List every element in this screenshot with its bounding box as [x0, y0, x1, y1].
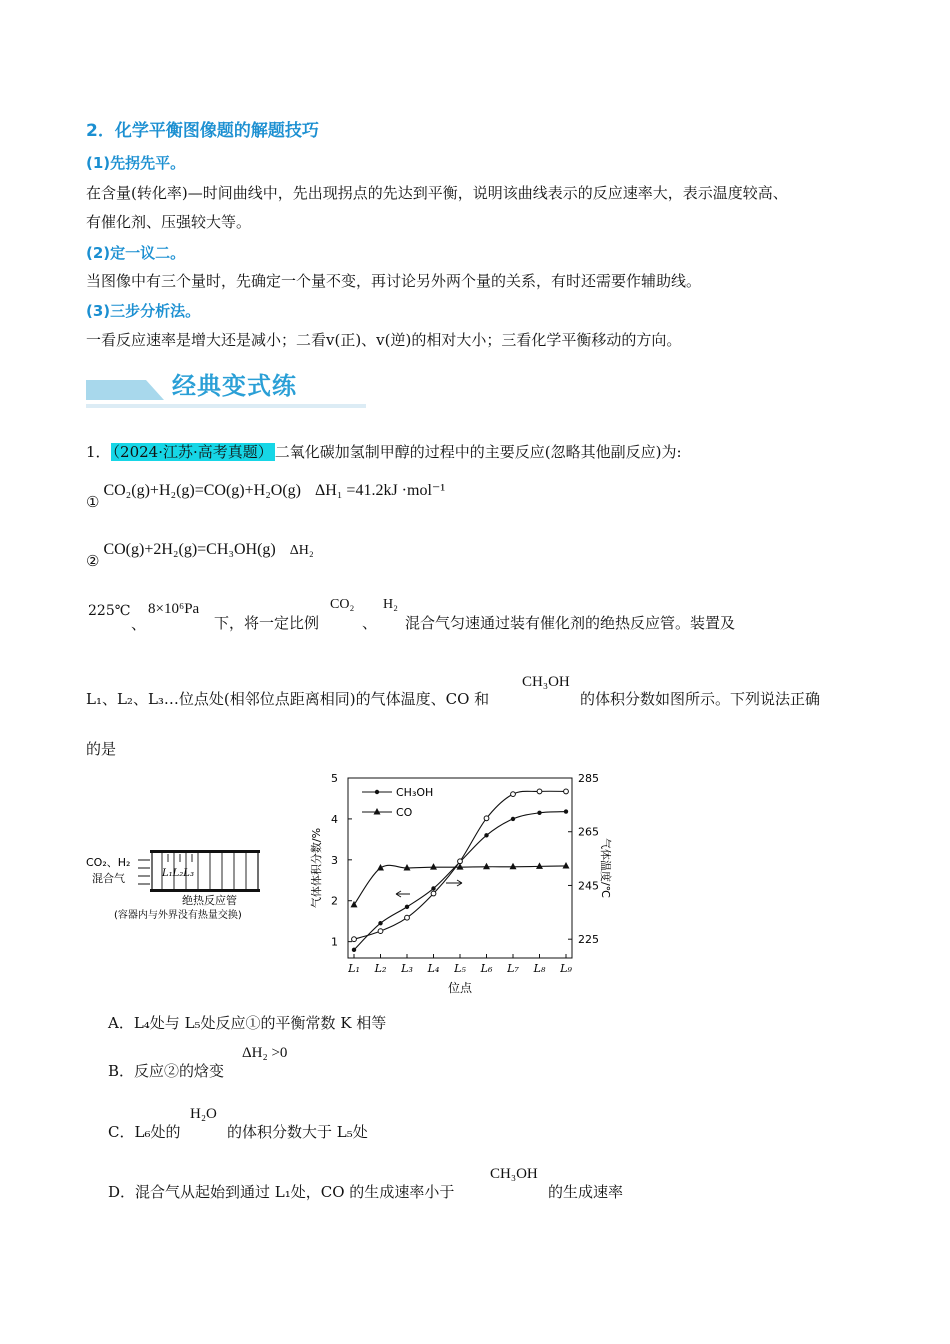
- apparatus-diagram: [86, 838, 286, 922]
- point-temperature: [511, 792, 516, 797]
- point-temperature: [537, 789, 542, 794]
- point-co: [510, 863, 517, 870]
- y-left-tick-label: 2: [331, 894, 338, 908]
- point-ch3oh: [484, 833, 488, 837]
- line5-text: 的是: [86, 740, 117, 758]
- equation-2: [86, 540, 314, 570]
- y-right-tick-label: 245: [578, 879, 599, 893]
- item-2-title: (2)定一议二。: [86, 244, 186, 262]
- eq1-formula: CO₂(g)+H₂(g)=CO(g)+H₂O(g): [103, 482, 301, 499]
- series-line-1: [354, 865, 566, 905]
- line4-text-a: L₁、L₂、L₃…位点处(相邻位点距离相同)的气体温度、CO 和: [86, 690, 490, 708]
- apparatus-inlet2: 混合气: [92, 872, 125, 885]
- y-left-tick-label: 3: [331, 853, 338, 867]
- item-1-text-line1: 在含量(转化率)—时间曲线中，先出现拐点的先达到平衡，说明该曲线表示的反应速率大，表示温度较高、: [86, 184, 788, 202]
- line3-text-a: 下，将一定比例: [214, 614, 320, 632]
- x-tick-label: L₉: [560, 962, 572, 975]
- chart: [300, 766, 610, 996]
- point-ch3oh: [537, 811, 541, 815]
- point-ch3oh: [405, 905, 409, 909]
- point-ch3oh: [564, 809, 568, 813]
- question-number: 1．: [86, 443, 111, 461]
- y-right-tick-label: 285: [578, 772, 599, 785]
- x-tick-label: L₃: [401, 962, 413, 975]
- option-c[interactable]: C．L₆处的: [108, 1123, 181, 1141]
- x-tick-label: L₁: [348, 962, 360, 975]
- x-tick-label: L₄: [427, 962, 440, 975]
- x-axis-label: 位点: [447, 981, 473, 995]
- point-co: [404, 864, 411, 871]
- option-b-formula: ΔH₂ >0: [242, 1045, 288, 1061]
- tube-label: 绝热反应管: [182, 894, 237, 907]
- point-co: [563, 862, 570, 869]
- point-co: [483, 863, 490, 870]
- point-temperature: [352, 937, 357, 942]
- line3-separator: 、: [362, 614, 378, 632]
- equation-1: [86, 480, 446, 511]
- x-tick-label: L₂: [374, 962, 387, 975]
- item-2-text: 当图像中有三个量时，先确定一个量不变，再讨论另外两个量的关系，有时还需要作辅助线。: [86, 272, 702, 290]
- eq1-enthalpy: ΔH₁ =41.2kJ ·mol⁻¹: [315, 482, 446, 499]
- point-temperature: [378, 929, 383, 934]
- line3-text-b: 混合气匀速通过装有催化剂的绝热反应管。装置及: [405, 614, 736, 632]
- tube-note: (容器内与外界没有热量交换): [114, 910, 242, 921]
- point-temperature: [484, 816, 489, 821]
- option-b[interactable]: B．反应②的焓变: [108, 1062, 225, 1080]
- y-left-tick-label: 5: [331, 772, 338, 785]
- x-tick-label: L₈: [533, 962, 546, 975]
- item-3-text: 一看反应速率是增大还是减小；二看v(正)、v(逆)的相对大小；三看化学平衡移动的方向。: [86, 331, 682, 349]
- line3-h2: H₂: [383, 597, 398, 612]
- section-heading: 2．化学平衡图像题的解题技巧: [86, 121, 319, 141]
- tube-points-label: L₁L₂L₃: [162, 868, 194, 879]
- point-ch3oh: [511, 817, 515, 821]
- question-source-tag: （2024·江苏·高考真题）: [112, 443, 273, 461]
- condition-temperature: 225℃: [88, 603, 131, 619]
- line4-ch3oh: CH₃OH: [522, 674, 570, 690]
- legend-marker-co: [374, 808, 381, 815]
- point-temperature: [431, 891, 436, 896]
- option-c-tail: 的体积分数大于 L₅处: [227, 1123, 368, 1141]
- question-stem: 二氧化碳加氢制甲醇的过程中的主要反应(忽略其他副反应)为:: [274, 443, 682, 461]
- eq1-mark: ①: [86, 495, 100, 511]
- arrow-left-axis: [396, 891, 410, 897]
- item-3-title: (3)三步分析法。: [86, 302, 201, 320]
- point-temperature: [564, 789, 569, 794]
- legend-marker-ch3oh: [375, 790, 379, 794]
- option-a[interactable]: A．L₄处与 L₅处反应①的平衡常数 K 相等: [108, 1014, 387, 1032]
- legend-label-ch3oh: CH₃OH: [396, 786, 434, 799]
- eq2-enthalpy: ΔH₂: [289, 543, 314, 558]
- option-d-tail: 的生成速率: [548, 1183, 624, 1201]
- point-temperature: [405, 915, 410, 920]
- eq2-mark: ②: [86, 554, 100, 570]
- item-1-text-line2: 有催化剂、压强较大等。: [86, 213, 252, 231]
- inlet-arrows: [138, 860, 150, 884]
- option-d[interactable]: D．混合气从起始到通过 L₁处，CO 的生成速率小于: [108, 1183, 455, 1201]
- condition-pressure: 8×10⁶Pa: [148, 601, 200, 617]
- y-left-axis-label: 气体体积分数/%: [310, 827, 323, 909]
- option-d-formula: CH₃OH: [490, 1166, 538, 1182]
- apparatus-inlet: CO₂、H₂: [86, 856, 131, 869]
- legend-label-co: CO: [396, 806, 413, 819]
- point-co: [377, 864, 384, 871]
- x-tick-label: L₅: [454, 962, 466, 975]
- x-tick-label: L₇: [507, 962, 519, 975]
- line4-text-b: 的体积分数如图所示。下列说法正确: [580, 690, 821, 708]
- y-right-tick-label: 225: [578, 933, 599, 947]
- line3-co2: CO₂: [330, 597, 355, 612]
- point-co: [536, 862, 543, 869]
- y-right-tick-label: 265: [578, 825, 599, 839]
- point-ch3oh: [352, 948, 356, 952]
- y-left-tick-label: 1: [331, 935, 338, 949]
- banner-title: 经典变式练: [172, 372, 297, 400]
- arrow-right-axis: [446, 880, 462, 886]
- point-ch3oh: [431, 886, 435, 890]
- y-left-tick-label: 4: [331, 812, 338, 826]
- point-co: [430, 863, 437, 870]
- condition-separator: 、: [131, 615, 147, 633]
- point-temperature: [458, 859, 463, 864]
- eq2-formula: CO(g)+2H₂(g)=CH₃OH(g): [103, 541, 276, 558]
- question-line1: [86, 442, 682, 462]
- item-1-title: (1)先拐先平。: [86, 154, 186, 172]
- point-ch3oh: [378, 921, 382, 925]
- x-tick-label: L₆: [480, 962, 493, 975]
- y-right-axis-label: 气体温度/℃: [599, 837, 612, 899]
- option-c-formula: H₂O: [190, 1106, 217, 1122]
